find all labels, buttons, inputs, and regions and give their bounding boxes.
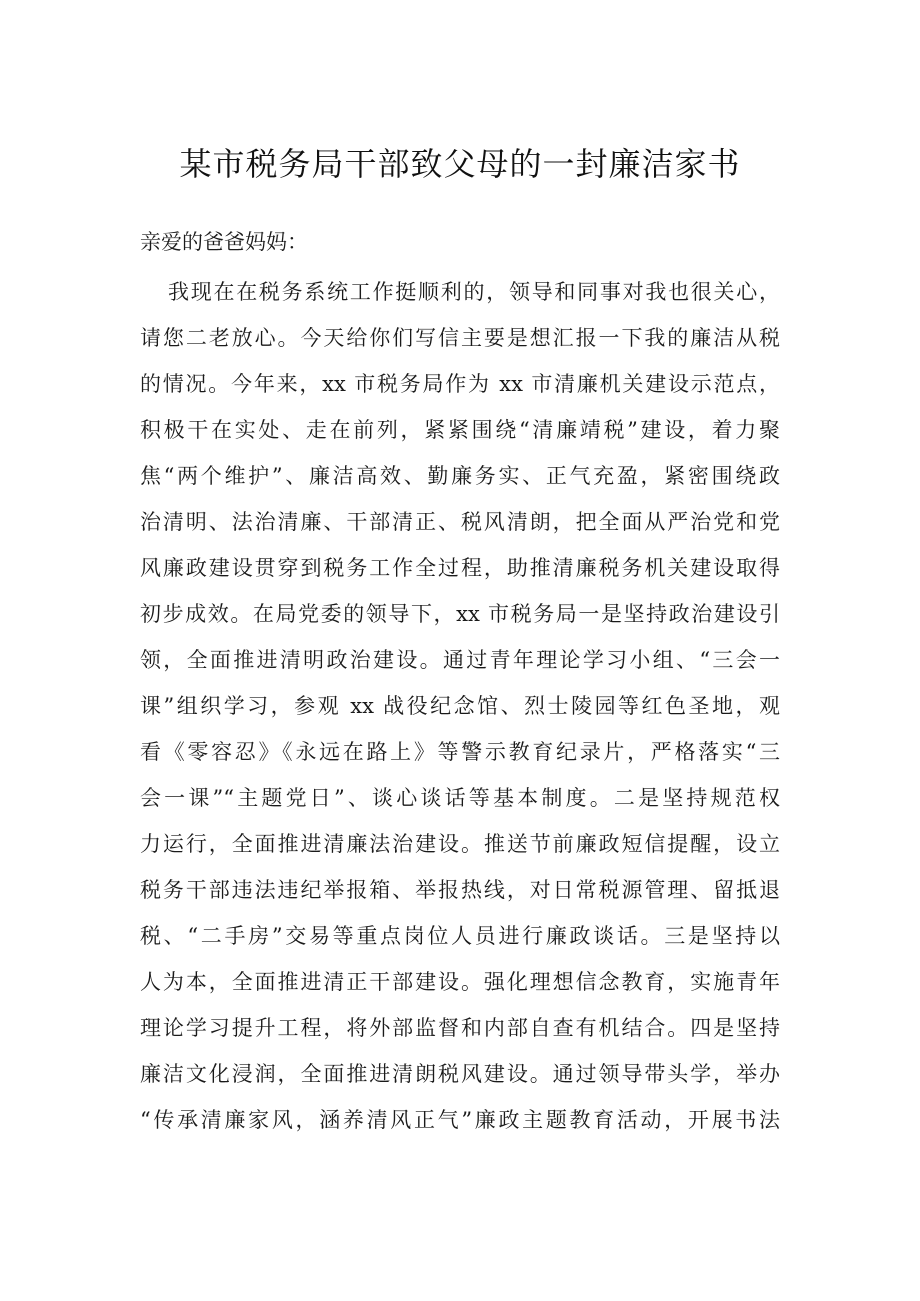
body-line: 课”组织学习，参观 xx 战役纪念馆、烈士陵园等红色圣地，观 (140, 694, 780, 718)
body-line: “传承清廉家风，涵养清风正气”廉政主题教育活动，开展书法 (140, 1108, 780, 1132)
document-title: 某市税务局干部致父母的一封廉洁家书 (179, 145, 741, 183)
body-line: 税务干部违法违纪举报箱、举报热线，对日常税源管理、留抵退 (140, 878, 780, 902)
body-line: 领，全面推进清明政治建设。通过青年理论学习小组、“三会一 (140, 648, 780, 672)
body-line: 人为本，全面推进清正干部建设。强化理想信念教育，实施青年 (140, 970, 780, 994)
body-line: 税、“二手房”交易等重点岗位人员进行廉政谈话。三是坚持以 (140, 924, 780, 948)
body-line: 我现在在税务系统工作挺顺利的，领导和同事对我也很关心， (168, 280, 780, 304)
body-line: 的情况。今年来，xx 市税务局作为 xx 市清廉机关建设示范点， (140, 372, 780, 396)
body-line: 会一课”“主题党日”、谈心谈话等基本制度。二是坚持规范权 (140, 786, 780, 810)
body-line: 初步成效。在局党委的领导下，xx 市税务局一是坚持政治建设引 (140, 602, 780, 626)
body-line: 治清明、法治清廉、干部清正、税风清朗，把全面从严治党和党 (140, 510, 780, 534)
body-line: 请您二老放心。今天给你们写信主要是想汇报一下我的廉洁从税 (140, 326, 780, 350)
body-line: 积极干在实处、走在前列，紧紧围绕“清廉靖税”建设，着力聚 (140, 418, 780, 442)
body-line: 焦“两个维护”、廉洁高效、勤廉务实、正气充盈，紧密围绕政 (140, 464, 780, 488)
body-line: 力运行，全面推进清廉法治建设。推送节前廉政短信提醒，设立 (140, 832, 780, 856)
body-line: 理论学习提升工程，将外部监督和内部自查有机结合。四是坚持 (140, 1016, 780, 1040)
body-line: 风廉政建设贯穿到税务工作全过程，助推清廉税务机关建设取得 (140, 556, 780, 580)
body-line: 看《零容忍》《永远在路上》等警示教育纪录片，严格落实“三 (140, 740, 780, 764)
body-line: 廉洁文化浸润，全面推进清朗税风建设。通过领导带头学，举办 (140, 1062, 780, 1086)
salutation: 亲爱的爸爸妈妈： (140, 230, 308, 254)
